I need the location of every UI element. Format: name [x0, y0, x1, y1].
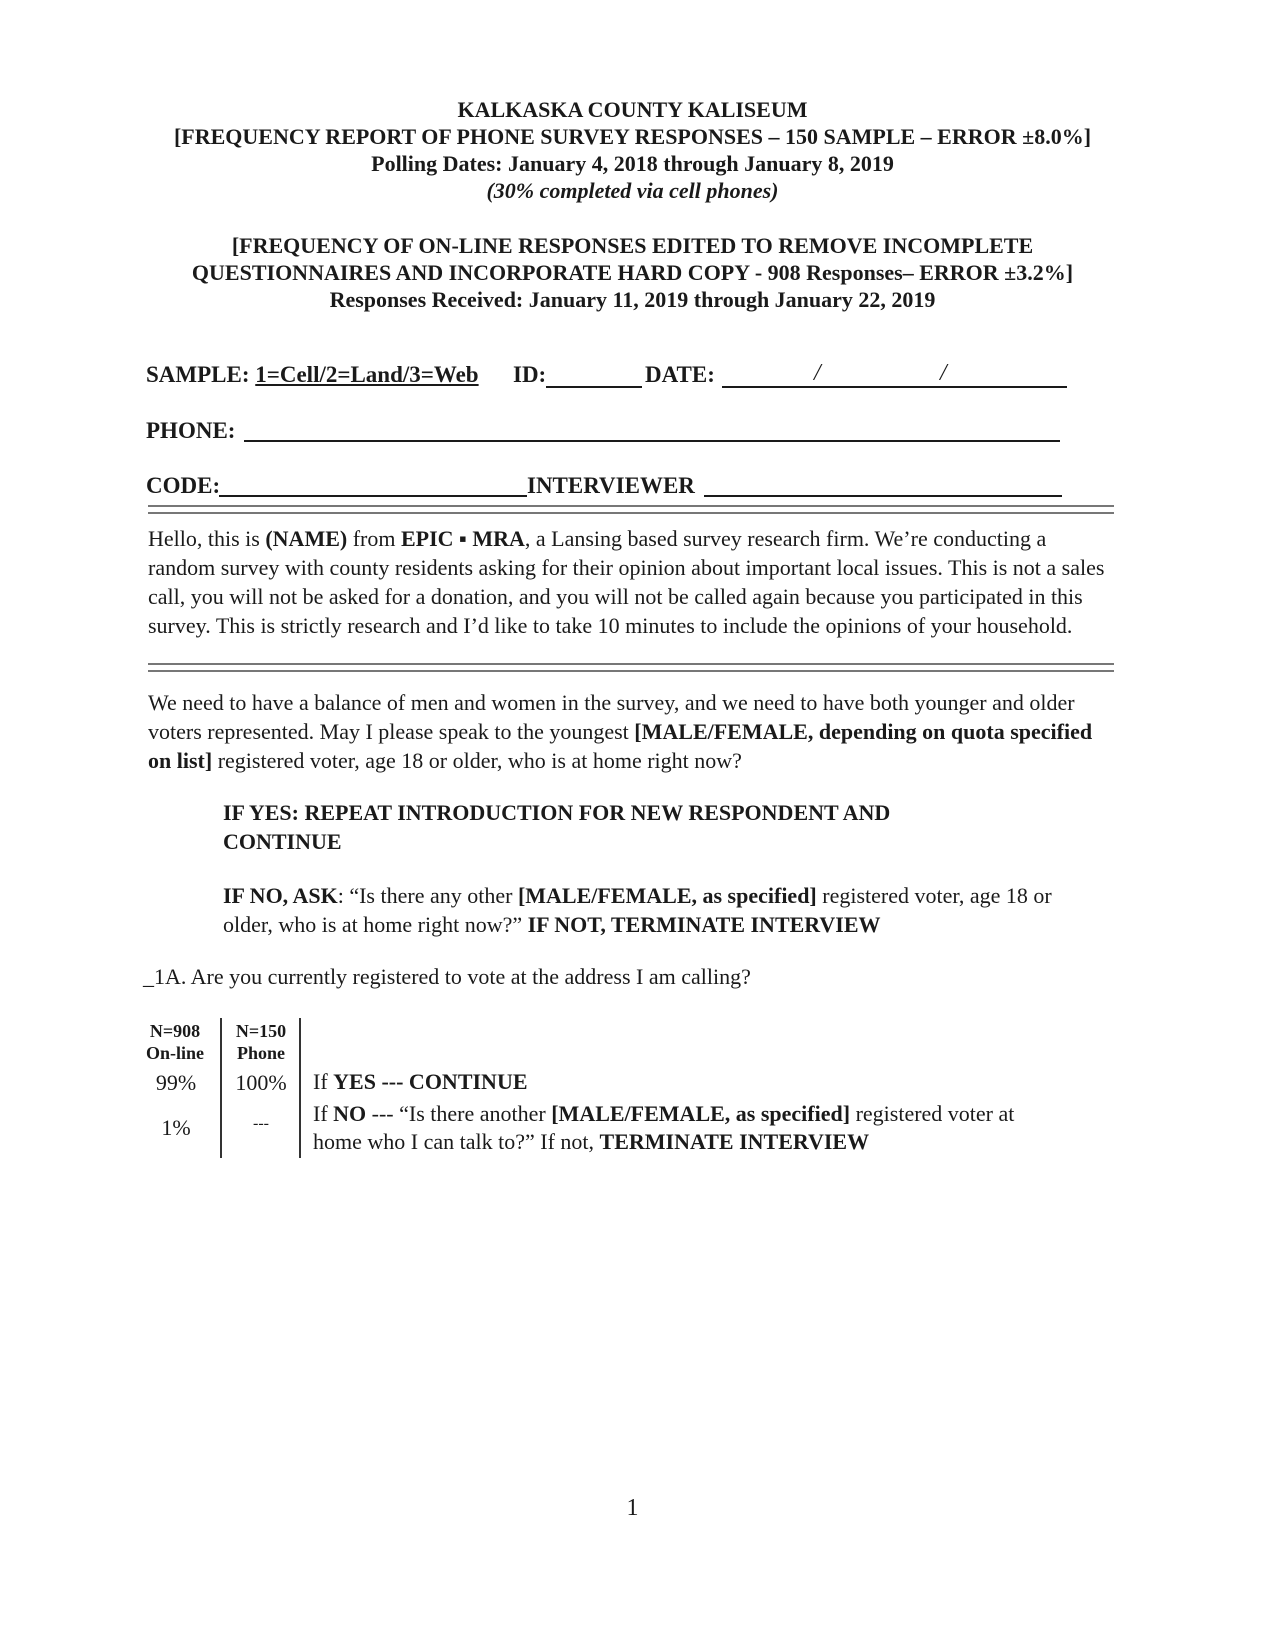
balance-quota: [MALE/FEMALE, depending on quota specified on list] [148, 719, 1093, 773]
sample-field [146, 362, 479, 388]
row-no-terminate: TERMINATE INTERVIEW [599, 1129, 870, 1154]
divider [148, 663, 1114, 672]
date-separator-1: / [814, 360, 821, 386]
row-no-text-2: registered voter at home who I can talk to?” If not, [313, 1101, 1015, 1154]
interviewer-field [527, 473, 695, 499]
responses-received: Responses Received: January 11, 2019 through January 22, 2019 [329, 287, 936, 312]
cell-phone-note: (30% completed via cell phones) [486, 178, 779, 203]
if-no-instruction [223, 881, 1103, 939]
phone-report-heading: [FREQUENCY REPORT OF PHONE SURVEY RESPONSES – 150 SAMPLE – ERROR ±8.0%] [173, 124, 1092, 149]
intro-firm: EPIC ▪ MRA [400, 526, 525, 551]
code-input-line[interactable] [219, 473, 527, 497]
phone-label: PHONE: [146, 418, 236, 443]
online-heading-line1: [FREQUENCY OF ON-LINE RESPONSES EDITED TO REMOVE INCOMPLETE [231, 233, 1034, 258]
phone-field [146, 418, 235, 444]
code-field [146, 473, 220, 499]
divider [148, 505, 1114, 514]
row-yes-response [313, 1068, 1073, 1096]
intro-text-1: Hello, this is [148, 526, 266, 551]
if-no-label: IF NO, ASK [223, 883, 338, 908]
intro-name: (NAME) [265, 526, 348, 551]
interviewer-label: INTERVIEWER [527, 473, 695, 498]
if-no-terminate: IF NOT, TERMINATE INTERVIEW [527, 912, 881, 937]
row-no-gender: [MALE/FEMALE, as specified] [551, 1101, 851, 1126]
phone-column-header [228, 1020, 294, 1064]
if-no-colon: : [337, 883, 344, 908]
document-title: KALKASKA COUNTY KALISEUM [457, 97, 808, 122]
id-field [513, 362, 642, 388]
question-1a: _1A. Are you currently registered to vote at the address I am calling? [143, 964, 751, 989]
row-yes-online: 99% [155, 1070, 197, 1095]
row-yes-continue: YES --- CONTINUE [333, 1069, 528, 1094]
row-yes-prefix: If [313, 1069, 334, 1094]
date-separator-2: / [940, 360, 947, 386]
row-no-online: 1% [161, 1115, 191, 1140]
phone-input-line[interactable] [244, 418, 1060, 442]
sample-label: SAMPLE: [146, 362, 250, 387]
column-divider [299, 1018, 301, 1158]
online-label: On-line [145, 1043, 204, 1063]
intro-text-2: from [347, 526, 401, 551]
online-n: N=908 [149, 1021, 201, 1041]
sample-value: 1=Cell/2=Land/3=Web [255, 362, 479, 387]
id-input-line[interactable] [546, 364, 642, 388]
row-no-label: NO [333, 1101, 367, 1126]
balance-paragraph [148, 688, 1118, 775]
balance-text-1: We need to have a balance of men and women in the survey, and we need to have both younger and older voters represented. May I please speak to the youngest [148, 690, 1075, 744]
intro-text-3: , a Lansing based survey research firm. We’re conducting a random survey with county residents asking for their opinion about important local issues. This is not a sales call, you will not be asked for a donation, and you will not be called again because you participated in this survey. This is strictly research and I’d like to take 10 minutes to include the opinions of your household. [148, 526, 1105, 638]
if-yes-instruction: IF YES: REPEAT INTRODUCTION FOR NEW RESPONDENT AND CONTINUE [223, 800, 891, 854]
online-heading-line2: QUESTIONNAIRES AND INCORPORATE HARD COPY - 908 Responses– ERROR ±3.2%] [191, 260, 1074, 285]
date-label: DATE: [645, 362, 715, 387]
row-no-response [313, 1100, 1033, 1156]
online-column-header [140, 1020, 210, 1064]
row-no-prefix: If [313, 1101, 334, 1126]
column-divider [220, 1018, 222, 1158]
if-no-text-1: “Is there any other [343, 883, 518, 908]
phone-label: Phone [236, 1043, 285, 1063]
row-yes-phone: 100% [235, 1070, 287, 1095]
row-no-text-1: --- “Is there another [366, 1101, 552, 1126]
balance-text-2: registered voter, age 18 or older, who is at home right now? [212, 748, 742, 773]
id-label: ID: [513, 362, 547, 387]
if-no-text-2: registered voter, age 18 or older, who is at home right now?” [223, 883, 1052, 937]
page-number: 1 [626, 1495, 639, 1521]
intro-paragraph [148, 524, 1118, 640]
if-no-gender: [MALE/FEMALE, as specified] [517, 883, 817, 908]
interviewer-input-line[interactable] [704, 473, 1062, 497]
date-input-line[interactable] [722, 360, 1067, 388]
code-label: CODE: [146, 473, 221, 498]
phone-n: N=150 [235, 1021, 287, 1041]
polling-dates: Polling Dates: January 4, 2018 through January 8, 2019 [371, 151, 894, 176]
row-no-phone: --- [253, 1115, 269, 1132]
date-field [645, 362, 715, 388]
